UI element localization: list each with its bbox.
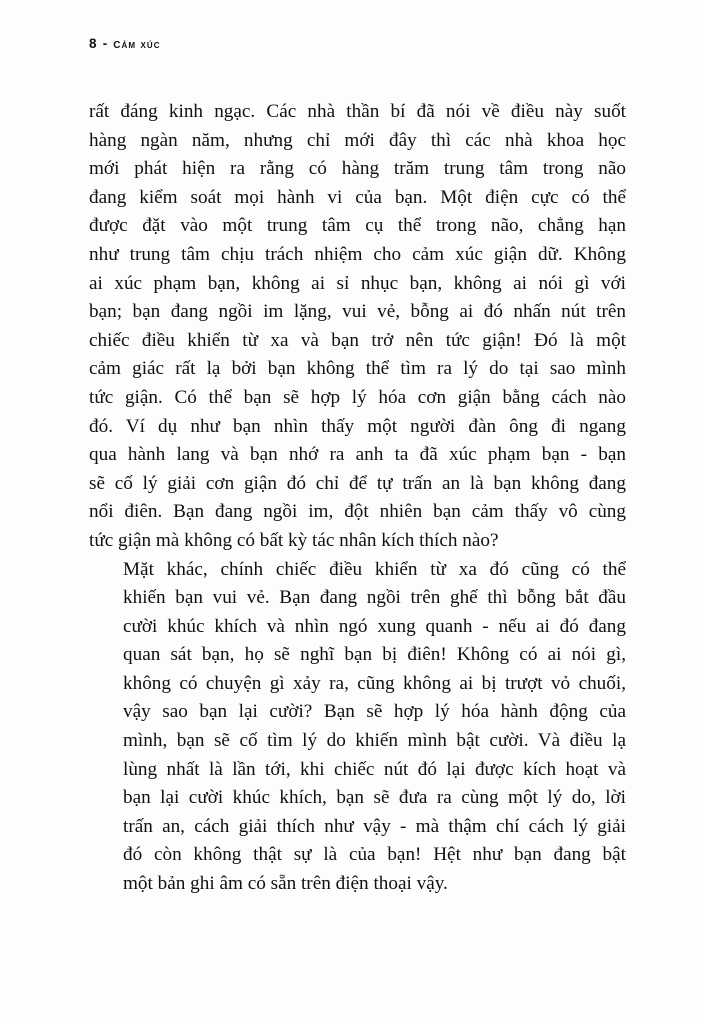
text-line: tức giận. Có thể bạn sẽ hợp lý hóa cơn giận bằng cách nào (89, 386, 626, 408)
text-line: khiến bạn vui vẻ. Bạn đang ngồi trên ghế thì bỗng bắt đầu (123, 587, 626, 609)
text-line: đó. Ví dụ như bạn nhìn thấy một người đàn ông đi ngang (89, 415, 626, 437)
text-line: bạn lại cười khúc khích, bạn sẽ đưa ra cùng một lý do, lời (123, 787, 626, 809)
text-line: hàng ngàn năm, nhưng chỉ mới đây thì các nhà khoa học (89, 129, 626, 151)
text-line: rất đáng kinh ngạc. Các nhà thần bí đã nói về điều này suốt (89, 101, 626, 122)
text-line: cười khúc khích và nhìn ngó xung quanh - nếu ai đó đang (123, 615, 626, 637)
text-line: quan sát bạn, họ sẽ nghĩ bạn bị điên! Không có ai nói gì, (123, 644, 626, 666)
text-line: được đặt vào một trung tâm cụ thể trong não, chẳng hạn (89, 215, 626, 237)
running-head (89, 36, 629, 58)
text-line: trấn an, cách giải thích như vậy - mà thậm chí cách lý giải (123, 815, 626, 837)
text-line: chiếc điều khiển từ xa và bạn trở nên tức giận! Đó là một (89, 329, 626, 351)
text-line: một bản ghi âm có sẵn trên điện thoại vậy. (123, 873, 448, 895)
text-line: đó còn không thật sự là của bạn! Hệt như bạn đang bật (123, 844, 626, 866)
text-line: tức giận mà không có bất kỳ tác nhân kích thích nào? (89, 529, 499, 551)
text-line: ai xúc phạm bạn, không ai sỉ nhục bạn, không ai nói gì với (89, 272, 626, 294)
text-line: lùng nhất là lần tới, khi chiếc nút đó lại được kích hoạt và (123, 758, 626, 780)
paragraph-1 (89, 98, 626, 556)
text-line: không có chuyện gì xảy ra, cũng không ai bị trượt vỏ chuối, (123, 672, 626, 694)
text-line: cảm giác rất lạ bởi bạn không thể tìm ra lý do tại sao mình (89, 358, 626, 380)
body-text-block (89, 98, 626, 899)
page-number: 8 (89, 36, 97, 51)
text-line: Mặt khác, chính chiếc điều khiển từ xa đó cũng có thể (123, 558, 626, 580)
text-line: bạn; bạn đang ngồi im lặng, vui vẻ, bỗng ai đó nhấn nút trên (89, 301, 626, 323)
text-line: qua hành lang và bạn nhớ ra anh ta đã xúc phạm bạn - bạn (89, 444, 626, 466)
text-line: mình, bạn sẽ cố tìm lý do khiến mình bật cười. Và điều lạ (123, 730, 626, 752)
text-line: nổi điên. Bạn đang ngồi im, đột nhiên bạn cảm thấy vô cùng (89, 501, 626, 523)
paragraph-2 (89, 556, 626, 899)
text-line: mới phát hiện ra rằng có hàng trăm trung tâm trong não (89, 158, 626, 180)
text-line: như trung tâm chịu trách nhiệm cho cảm xúc giận dữ. Không (89, 243, 626, 265)
text-line: vậy sao bạn lại cười? Bạn sẽ hợp lý hóa hành động của (123, 701, 626, 723)
running-head-separator: - (102, 36, 108, 51)
text-line: sẽ cố lý giải cơn giận đó chỉ để tự trấn an là bạn không đang (89, 472, 626, 494)
chapter-title: cảm xúc (113, 36, 161, 51)
text-line: đang kiểm soát mọi hành vi của bạn. Một điện cực có thể (89, 186, 626, 208)
